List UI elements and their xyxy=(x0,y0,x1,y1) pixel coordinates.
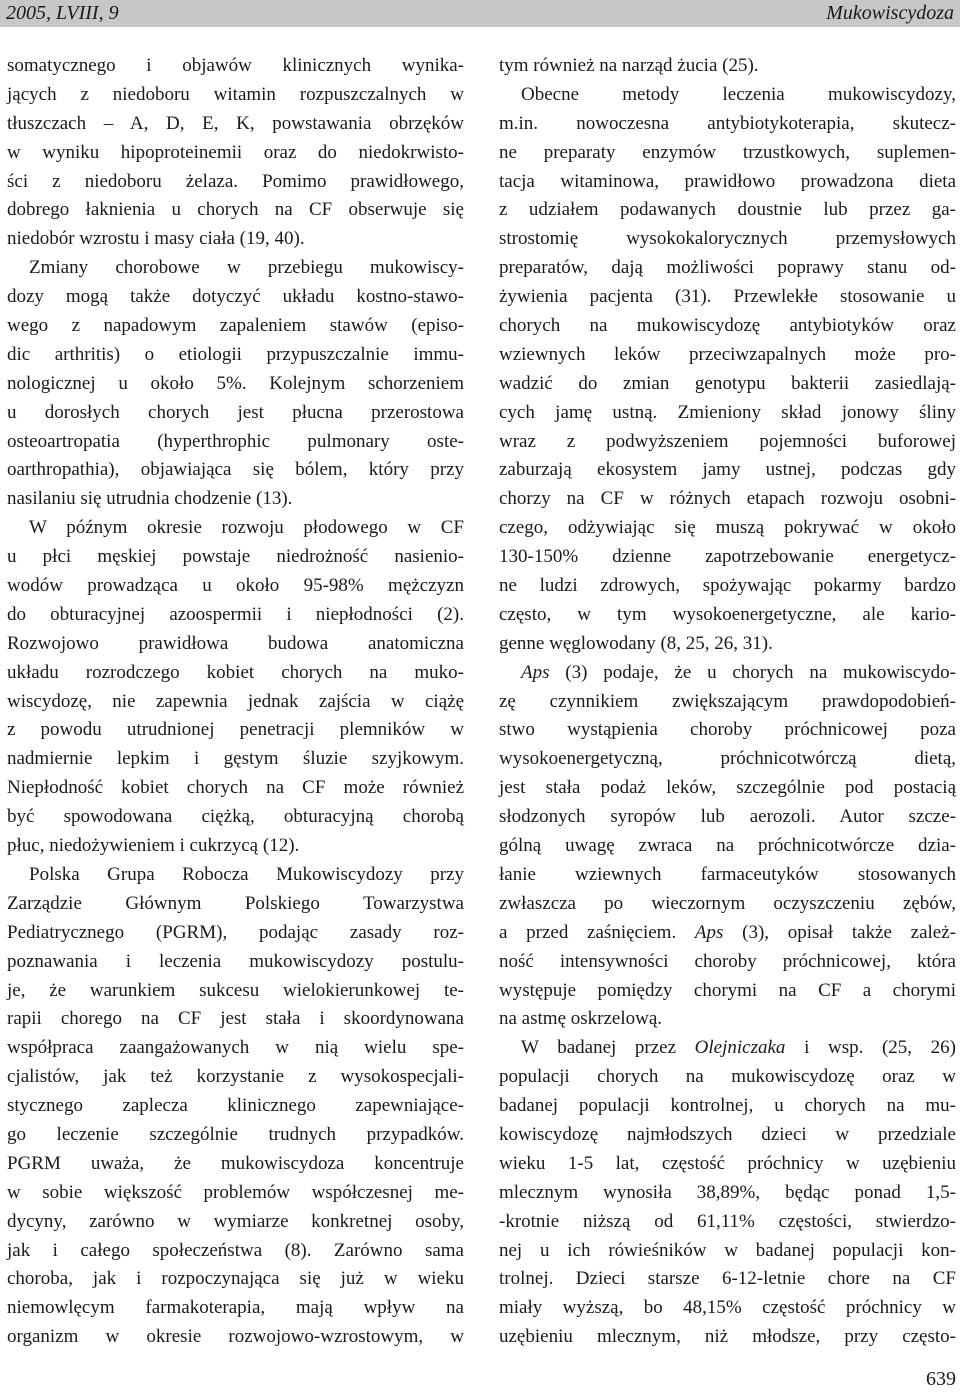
text-line: cjalistów, jak też korzystanie z wysokospecjali- xyxy=(7,1066,464,1088)
right-text-column xyxy=(499,52,956,1352)
text-line: Pediatrycznego (PGRM), podając zasady roz- xyxy=(7,921,464,943)
text-line: Obecne metody leczenia mukowiscydozy, xyxy=(521,83,956,105)
text-line: ne ludzi zdrowych, spożywając pokarmy bardzo xyxy=(499,575,956,597)
text-line: somatycznego i objawów klinicznych wynika- xyxy=(7,55,464,76)
text-line: populacji chorych na mukowiscydozę oraz w xyxy=(499,1066,956,1088)
text-line: gólną uwagę zwraca na próchnicotwórcze dzia- xyxy=(499,835,956,857)
author-name-italic: Aps xyxy=(694,921,724,943)
text-line: stwo wystąpienia choroby próchnicowej poza xyxy=(499,719,956,741)
text-line: zaburzają ekosystem jamy ustnej, podczas gdy xyxy=(499,459,956,481)
text-fragment: (3) podaje, że u chorych na mukowiscydo- xyxy=(549,661,956,683)
text-line: w sobie większość problemów współczesnej me- xyxy=(7,1181,464,1203)
text-line: Rozwojowo prawidłowa budowa anatomiczna xyxy=(7,632,464,654)
text-line: tym również na narząd żucia (25). xyxy=(499,55,759,76)
text-line: Zmiany chorobowe w przebiegu mukowiscy- xyxy=(29,257,464,279)
text-line: kowiscydozę najmłodszych dzieci w przedziale xyxy=(499,1123,956,1145)
text-fragment: (3), opisał także zależ- xyxy=(723,921,956,943)
text-line: wziewnych leków przeciwzapalnych może pro- xyxy=(499,343,956,365)
text-line xyxy=(499,919,956,948)
text-line: z powodu utrudnionej penetracji plemników w xyxy=(7,719,464,741)
text-line: chorzy na CF w różnych etapach rozwoju osobni- xyxy=(499,488,956,510)
text-line: u dorosłych chorych jest płucna przerostowa xyxy=(7,401,464,423)
text-line: być spowodowana ciężką, obturacyjną chorobą xyxy=(7,806,464,828)
text-fragment: W badanej przez xyxy=(521,1037,695,1059)
text-line: występuje pomiędzy chorymi na CF a chorymi xyxy=(499,979,956,1001)
text-fragment: a przed zaśnięciem. xyxy=(499,921,695,943)
text-line: czego, odżywiając się muszą pokrywać w około xyxy=(499,517,956,539)
text-line: stycznego zaplecza klinicznego zapewniające- xyxy=(7,1095,464,1117)
text-line: oarthropathia), objawiająca się bólem, który przy xyxy=(7,459,464,481)
text-line: go leczenie szczególnie trudnych przypadków. xyxy=(7,1123,464,1145)
text-line: u płci męskiej powstaje niedrożność nasienio- xyxy=(7,546,464,568)
text-line: dycyny, zarówno w wymiarze konkretnej osoby, xyxy=(7,1210,464,1232)
text-line: mlecznym wynosiła 38,89%, będąc ponad 1,5- xyxy=(499,1181,956,1203)
text-line: łanie wziewnych farmaceutyków stosowanych xyxy=(499,863,956,885)
text-line: jak i całego społeczeństwa (8). Zarówno sama xyxy=(7,1239,464,1261)
text-line xyxy=(499,659,956,688)
text-line: słodzonych syropów lub aerozoli. Autor szcze- xyxy=(499,806,956,828)
page-number: 639 xyxy=(926,1368,956,1390)
text-line: choroba, jak i rozpoczynająca się już w wieku xyxy=(7,1268,464,1290)
text-line: rapii chorego na CF jest stała i skoordynowana xyxy=(7,1008,464,1030)
text-line: często, w tym wysokoenergetyczne, ale kario- xyxy=(499,603,956,625)
text-line: zę czynnikiem zwiększającym prawdopodobień- xyxy=(499,690,956,712)
text-line: dozy mogą także dotyczyć układu kostno-stawo- xyxy=(7,286,464,308)
text-line: wodów prowadząca u około 95-98% mężczyzn xyxy=(7,575,464,597)
running-title: Mukowiscydoza xyxy=(826,2,954,24)
text-line: jących z niedoboru witamin rozpuszczalnych w xyxy=(7,83,464,105)
text-line: wysokoenergetyczną, próchnicotwórczą dietą, xyxy=(499,748,956,770)
text-line: Niepłodność kobiet chorych na CF może również xyxy=(7,777,464,799)
text-line: strostomię wysokokalorycznych przemysłowych xyxy=(499,228,956,250)
text-line: PGRM uważa, że mukowiscydoza koncentruje xyxy=(7,1152,464,1174)
text-line: zwłaszcza po wieczornym oczyszczeniu zębów, xyxy=(499,892,956,914)
text-line: osteoartropatia (hyperthrophic pulmonary oste- xyxy=(7,430,464,452)
text-line: chorych na mukowiscydozę antybiotyków oraz xyxy=(499,315,956,337)
left-text-column xyxy=(7,52,464,1352)
text-line: współpraca zaangażowanych w nią wielu spe- xyxy=(7,1037,464,1059)
text-line xyxy=(499,1034,956,1063)
text-fragment: i wsp. (25, 26) xyxy=(785,1037,956,1059)
text-line: wadzić do zmian genotypu bakterii zasiedlają- xyxy=(499,372,956,394)
text-line: żywienia pacjenta (31). Przewlekłe stosowanie u xyxy=(499,286,956,308)
text-line: niemowlęcym farmakoterapia, mają wpływ na xyxy=(7,1297,464,1319)
text-line: m.in. nowoczesna antybiotykoterapia, skutecz- xyxy=(499,112,956,134)
text-line: ści z niedoboru żelaza. Pomimo prawidłowego, xyxy=(7,170,464,192)
text-line: do obturacyjnej azoospermii i niepłodności (2). xyxy=(7,603,464,625)
text-line: Polska Grupa Robocza Mukowiscydozy przy xyxy=(29,863,464,885)
text-line: badanej populacji kontrolnej, u chorych na mu- xyxy=(499,1095,956,1117)
text-line: wieku 1-5 lat, częstość próchnicy w uzębieniu xyxy=(499,1152,956,1174)
text-line: dobrego łaknienia u chorych na CF obserwuje się xyxy=(7,199,464,221)
text-line: układu rozrodczego kobiet chorych na muko- xyxy=(7,661,464,683)
running-header xyxy=(0,0,960,27)
text-line: nadmiernie lepkim i gęstym śluzie szyjkowym. xyxy=(7,748,464,770)
text-line: wiscydozę, nie zapewnia jednak zajścia w ciążę xyxy=(7,690,464,712)
journal-citation: 2005, LVIII, 9 xyxy=(6,2,119,24)
text-line: tacja witaminowa, prawidłowo prowadzona dieta xyxy=(499,170,956,192)
text-line: W późnym okresie rozwoju płodowego w CF xyxy=(29,517,464,539)
text-line: cych jamę ustną. Zmieniony skład jonowy śliny xyxy=(499,401,956,423)
text-line: jest stała podaż leków, szczególnie pod postacią xyxy=(499,777,956,799)
text-line: wego z napadowym zapaleniem stawów (episo- xyxy=(7,315,464,337)
text-line: ne preparaty enzymów trzustkowych, suplemen- xyxy=(499,141,956,163)
text-line: ność intensywności choroby próchnicowej, która xyxy=(499,950,956,972)
text-line: trolnej. Dzieci starsze 6-12-letnie chore na CF xyxy=(499,1268,956,1290)
text-line: niedobór wzrostu i masy ciała (19, 40). xyxy=(7,228,305,250)
text-line: -krotnie niższą od 61,11% częstości, stwierdzo- xyxy=(499,1210,956,1232)
text-line: tłuszczach – A, D, E, K, powstawania obrzęków xyxy=(7,112,464,134)
text-line: dic arthritis) o etiologii przypuszczalnie immu- xyxy=(7,343,464,365)
text-line: 130-150% dzienne zapotrzebowanie energetycz- xyxy=(499,546,956,568)
text-line: uzębieniu mlecznym, niż młodsze, przy często- xyxy=(499,1326,956,1348)
text-line: płuc, niedożywieniem i cukrzycą (12). xyxy=(7,835,300,857)
text-line: na astmę oskrzelową. xyxy=(499,1008,663,1030)
text-line: w wyniku hipoproteinemii oraz do niedokrwisto- xyxy=(7,141,464,163)
text-line: preparatów, dają możliwości poprawy stanu od- xyxy=(499,257,956,279)
author-name-italic: Aps xyxy=(521,661,550,683)
text-line: poznawania i leczenia mukowiscydozy postulu- xyxy=(7,950,464,972)
text-line: nologicznej u około 5%. Kolejnym schorzeniem xyxy=(7,372,464,394)
text-line: z udziałem podawanych doustnie lub przez ga- xyxy=(499,199,956,221)
text-line: wraz z podwyższeniem pojemności buforowej xyxy=(499,430,956,452)
text-line: nej u ich rówieśników w badanej populacji kon- xyxy=(499,1239,956,1261)
text-line: nasilaniu się utrudnia chodzenie (13). xyxy=(7,488,293,510)
text-line: miały wyższą, bo 48,15% częstość próchnicy w xyxy=(499,1297,956,1319)
text-line: je, że warunkiem sukcesu wielokierunkowej te- xyxy=(7,979,464,1001)
text-line: Zarządzie Głównym Polskiego Towarzystwa xyxy=(7,892,464,914)
text-line: organizm w okresie rozwojowo-wzrostowym, w xyxy=(7,1326,464,1348)
author-name-italic: Olejniczaka xyxy=(694,1037,786,1059)
text-line: genne węglowodany (8, 25, 26, 31). xyxy=(499,632,773,654)
